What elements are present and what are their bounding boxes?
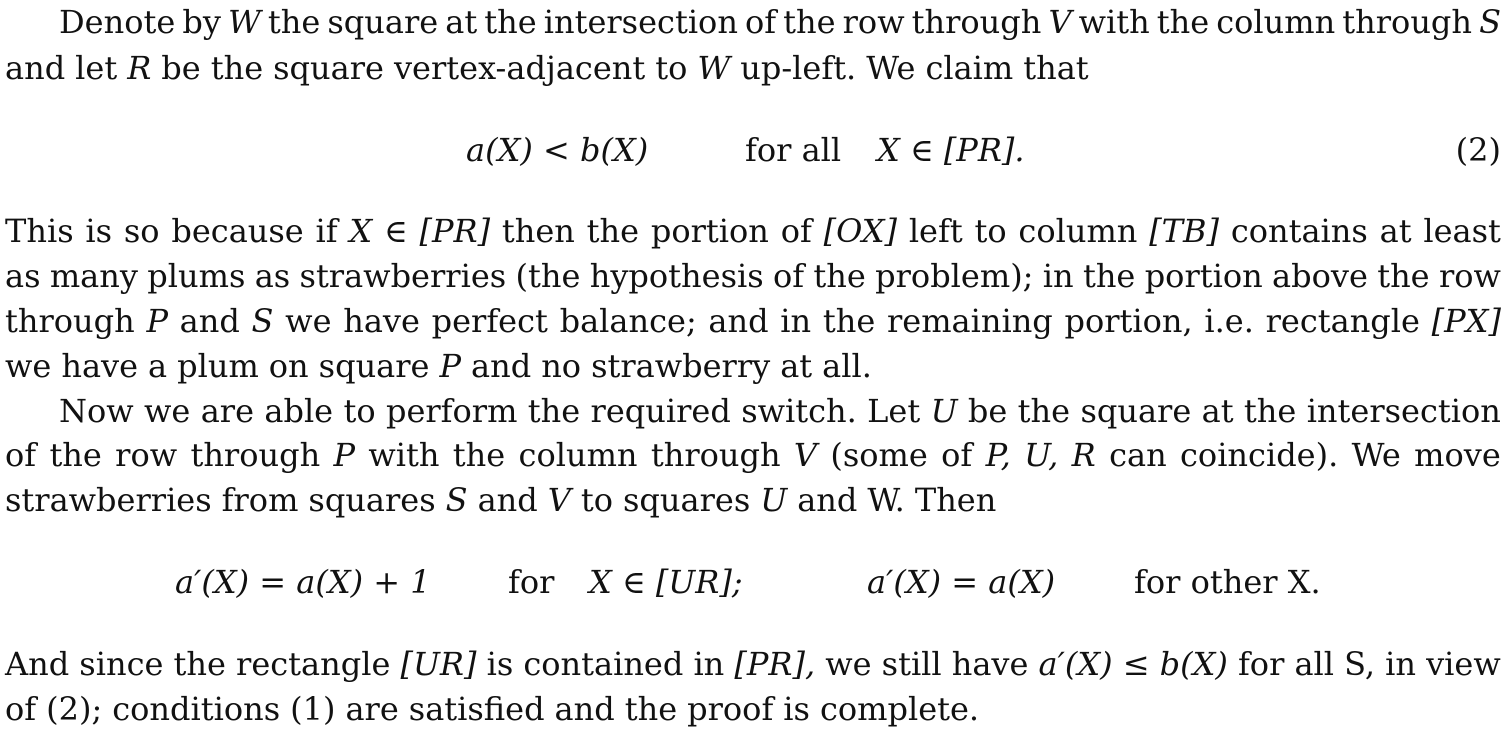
word: X	[349, 212, 373, 250]
word: proof	[687, 690, 774, 728]
word: [TB]	[1149, 212, 1220, 250]
word: be	[161, 49, 201, 87]
word: all.	[822, 347, 872, 385]
text-line	[5, 478, 1501, 522]
word: This	[5, 212, 74, 250]
word: R	[1071, 436, 1096, 474]
word: contains	[1230, 212, 1368, 250]
word: to	[974, 212, 1007, 250]
word: is	[486, 645, 514, 683]
word: the	[1243, 392, 1297, 430]
word: P	[146, 302, 168, 340]
word: b(X)	[1159, 645, 1228, 683]
word: perform	[385, 392, 518, 430]
word: is	[85, 212, 113, 250]
word: [UR]	[400, 645, 477, 683]
word: left	[908, 212, 963, 250]
word: portion,	[1064, 302, 1193, 340]
word: (the	[515, 257, 581, 295]
word: on	[268, 347, 309, 385]
word: contained	[523, 645, 684, 683]
word: and	[179, 302, 240, 340]
word: to	[343, 392, 376, 430]
word: remaining	[886, 302, 1053, 340]
equation-rhs: X ∈ [PR].	[877, 131, 1025, 169]
word: of	[744, 3, 777, 41]
word: S	[1479, 3, 1501, 41]
word: Let	[867, 392, 921, 430]
word: S,	[1344, 645, 1376, 683]
word: through	[190, 436, 321, 474]
text-line	[5, 687, 1501, 731]
word: (1)	[290, 690, 336, 728]
word: the	[624, 690, 678, 728]
word: the	[822, 302, 876, 340]
word: [PX]	[1431, 302, 1501, 340]
word: perfect	[431, 302, 548, 340]
text-line	[5, 344, 1501, 388]
word: the	[210, 49, 264, 87]
word: then	[501, 212, 575, 250]
word: square	[327, 3, 439, 41]
word: row	[1438, 257, 1501, 295]
word: by	[182, 3, 221, 41]
word: we	[825, 645, 872, 683]
word: i.e.	[1204, 302, 1254, 340]
word: from	[221, 481, 299, 519]
equation-text: for other X.	[1134, 563, 1321, 601]
word: and	[477, 481, 538, 519]
word: the	[1377, 257, 1430, 295]
word: problem);	[875, 257, 1034, 295]
word: let	[75, 49, 118, 87]
word: as	[5, 257, 41, 295]
word: of	[780, 212, 812, 250]
word: portion	[650, 212, 769, 250]
word: Then	[914, 481, 997, 519]
word: since	[79, 645, 164, 683]
text-line	[5, 209, 1501, 253]
word: in	[780, 302, 812, 340]
word: many	[49, 257, 138, 295]
word: strawberries	[299, 257, 507, 295]
text-line	[5, 642, 1501, 686]
word: U	[760, 481, 788, 519]
word: at	[780, 347, 813, 385]
word: with	[1078, 3, 1150, 41]
word: and	[5, 49, 66, 87]
word: and	[471, 347, 532, 385]
word: U	[930, 392, 958, 430]
word: we	[144, 392, 191, 430]
word: rectangle	[1265, 302, 1420, 340]
word: S	[445, 481, 468, 519]
word: the	[1156, 3, 1210, 41]
word: V	[547, 481, 571, 519]
word: that	[1023, 49, 1089, 87]
word: square	[1080, 392, 1192, 430]
word: We	[1351, 436, 1401, 474]
word: and	[797, 481, 858, 519]
word: V	[793, 436, 818, 474]
word: are	[200, 392, 255, 430]
word: squares	[308, 481, 436, 519]
word: the	[452, 436, 506, 474]
word: column	[1216, 3, 1336, 41]
word: portion	[1144, 257, 1263, 295]
word: still	[881, 645, 942, 683]
word: the	[1017, 392, 1071, 430]
word: have	[61, 347, 139, 385]
display-equation	[5, 558, 1501, 606]
word: all	[1294, 645, 1334, 683]
word: as	[254, 257, 291, 295]
word: for	[1237, 645, 1285, 683]
word: P,	[985, 436, 1011, 474]
word: required	[590, 392, 731, 430]
word: (2);	[46, 690, 103, 728]
word: of	[5, 690, 37, 728]
word: of	[5, 436, 37, 474]
word: can	[1109, 436, 1167, 474]
equation-number: (2)	[1455, 131, 1501, 169]
word: squares	[622, 481, 751, 519]
word: Now	[59, 392, 134, 430]
text-line	[5, 389, 1501, 433]
word: hypothesis	[589, 257, 764, 295]
word: of	[941, 436, 973, 474]
word: no	[541, 347, 582, 385]
word: the	[1082, 257, 1136, 295]
word: to	[580, 481, 613, 519]
word: least	[1423, 212, 1501, 250]
word: satisfied	[408, 690, 545, 728]
word: through	[650, 436, 781, 474]
word: with	[368, 436, 440, 474]
word: through	[911, 3, 1042, 41]
word: (some	[830, 436, 928, 474]
word: plum	[177, 347, 259, 385]
word: view	[1426, 645, 1501, 683]
equation-part: X ∈ [UR];	[589, 563, 743, 601]
word: V	[1048, 3, 1072, 41]
word: to	[655, 49, 688, 87]
word: in	[1385, 645, 1416, 683]
word: above	[1272, 257, 1368, 295]
equation-part: a′(X) = a(X)	[867, 563, 1056, 601]
word: have	[951, 645, 1029, 683]
word: coincide).	[1180, 436, 1339, 474]
word: W	[697, 49, 731, 87]
word: and	[554, 690, 615, 728]
word: a′(X)	[1038, 645, 1113, 683]
word: complete.	[819, 690, 980, 728]
word: at	[1379, 212, 1412, 250]
word: is	[783, 690, 810, 728]
word: row	[115, 436, 178, 474]
word: be	[967, 392, 1008, 430]
word: row	[842, 3, 905, 41]
word: move	[1414, 436, 1501, 474]
word: a	[148, 347, 168, 385]
word: U,	[1024, 436, 1059, 474]
word: claim	[925, 49, 1014, 87]
word: so	[123, 212, 160, 250]
word: have	[343, 302, 420, 340]
equation-text: for all	[745, 131, 842, 169]
word: the	[173, 645, 226, 683]
word: switch.	[741, 392, 857, 430]
word: of	[772, 257, 805, 295]
word: at	[445, 3, 478, 41]
word: R	[127, 49, 152, 87]
word: able	[264, 392, 334, 430]
word: up-left.	[740, 49, 857, 87]
word: column	[1018, 212, 1138, 250]
word: [OX]	[823, 212, 898, 250]
word: and	[708, 302, 769, 340]
word: S	[251, 302, 274, 340]
word: square	[273, 49, 384, 87]
word: intersection	[1306, 392, 1501, 430]
word: strawberry	[591, 347, 771, 385]
word: through	[5, 302, 135, 340]
word: we	[5, 347, 52, 385]
word: the	[484, 3, 537, 41]
word: vertex-adjacent	[393, 49, 646, 87]
word: plums	[147, 257, 246, 295]
text-line	[5, 0, 1501, 44]
word: rectangle	[236, 645, 391, 683]
word: column	[518, 436, 638, 474]
word: [PR]	[419, 212, 491, 250]
word: at	[1201, 392, 1234, 430]
word: because	[171, 212, 304, 250]
word: the	[49, 436, 102, 474]
word: P	[439, 347, 462, 385]
word: are	[345, 690, 399, 728]
word: through	[1342, 3, 1473, 41]
word: the	[267, 3, 321, 41]
word: we	[285, 302, 332, 340]
word: strawberries	[5, 481, 212, 519]
word: P	[333, 436, 356, 474]
word: ≤	[1122, 645, 1150, 683]
text-line	[5, 46, 1501, 90]
word: the	[527, 392, 581, 430]
equation-part: a′(X) = a(X) + 1	[175, 563, 431, 601]
word: W	[227, 3, 261, 41]
word: We	[866, 49, 916, 87]
word: in	[693, 645, 725, 683]
word: the	[813, 257, 866, 295]
word: And	[5, 645, 70, 683]
text-line	[5, 433, 1501, 477]
display-equation-2	[5, 126, 1501, 174]
word: ∈	[383, 212, 408, 250]
equation-lhs: a(X) < b(X)	[466, 131, 649, 169]
word: balance;	[559, 302, 697, 340]
text-line	[5, 254, 1501, 298]
word: intersection	[543, 3, 738, 41]
word: conditions	[112, 690, 281, 728]
word: in	[1042, 257, 1074, 295]
word: the	[783, 3, 836, 41]
word: if	[315, 212, 338, 250]
word: [PR],	[734, 645, 816, 683]
word: square	[318, 347, 430, 385]
word: Denote	[59, 3, 176, 41]
equation-text: for	[508, 563, 555, 601]
text-line	[5, 299, 1501, 343]
word: W.	[867, 481, 905, 519]
word: the	[586, 212, 640, 250]
